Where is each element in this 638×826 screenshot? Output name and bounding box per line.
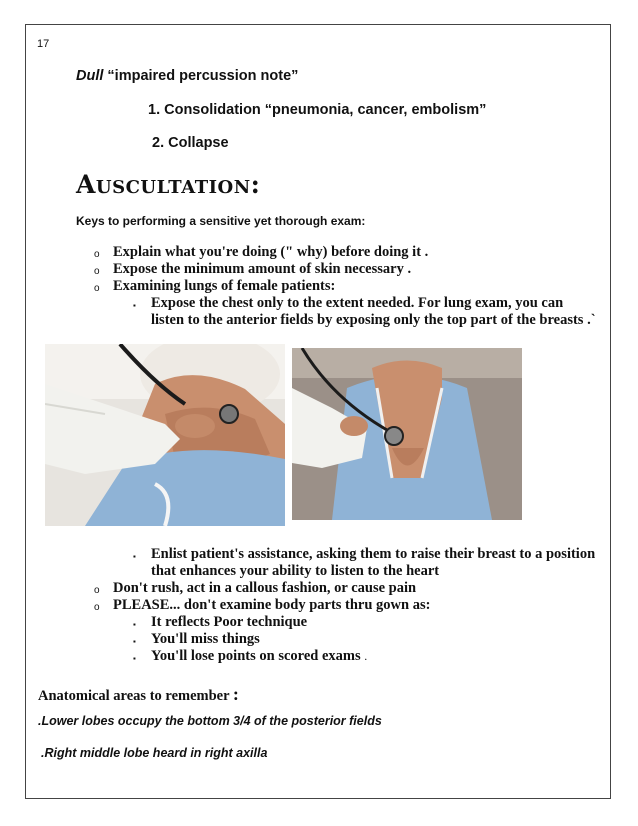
photo-exam-seated [292,348,522,520]
reason-poor-technique: It reflects Poor technique [151,614,308,630]
circle-bullet-icon: o [94,585,100,596]
bullet-please: PLEASE... don't examine body parts thru gown as: [113,597,431,613]
anatomical-title-line [38,684,239,705]
sub-enlist-2: that enhances your ability to listen to the heart [151,563,440,579]
sub-expose-chest-1: Expose the chest only to the extent needed. For lung exam, you can [151,295,564,311]
square-bullet-icon: ▪ [133,301,136,310]
anatomical-colon: : [232,684,239,704]
auscultation-heading: Auscultation: [76,170,261,199]
percussion-item-2: 2. Collapse [152,135,229,151]
circle-bullet-icon: o [94,249,100,260]
circle-bullet-icon: o [94,266,100,277]
photo-supine-graphic [45,344,285,526]
bullet-examining: Examining lungs of female patients: [113,278,336,294]
keys-intro: Keys to performing a sensitive yet thorough exam: [76,214,366,228]
square-bullet-icon: ▪ [133,637,136,646]
circle-bullet-icon: o [94,602,100,613]
sub-expose-chest-2: listen to the anterior fields by exposing only the top part of the breasts .` [151,312,596,328]
percussion-item-1: 1. Consolidation “pneumonia, cancer, embolism” [148,102,487,118]
anatomical-line-2: .Right middle lobe heard in right axilla [41,746,268,760]
reason-lose-points-text: You'll lose points on scored exams [151,648,361,664]
bullet-dont-rush: Don't rush, act in a callous fashion, or cause pain [113,580,417,596]
reason-miss-things: You'll miss things [151,631,260,647]
dull-note: “impaired percussion note” [107,68,299,84]
anatomical-title: Anatomical areas to remember [38,688,230,704]
square-bullet-icon: ▪ [133,654,136,663]
square-bullet-icon: ▪ [133,552,136,561]
square-bullet-icon: ▪ [133,620,136,629]
circle-bullet-icon: o [94,283,100,294]
reason-lose-points-period: . [364,649,368,663]
dull-line [76,68,298,84]
page-number: 17 [37,38,50,50]
photo-seated-graphic [292,348,522,520]
bullet-explain: Explain what you're doing (" why) before doing it . [113,244,429,260]
reason-lose-points [151,648,367,665]
anatomical-line-1: .Lower lobes occupy the bottom 3/4 of the posterior fields [38,714,382,728]
bullet-expose: Expose the minimum amount of skin necessary . [113,261,412,277]
dull-term: Dull [76,68,104,84]
sub-enlist-1: Enlist patient's assistance, asking them to raise their breast to a position [151,546,596,562]
photo-exam-supine [45,344,285,526]
